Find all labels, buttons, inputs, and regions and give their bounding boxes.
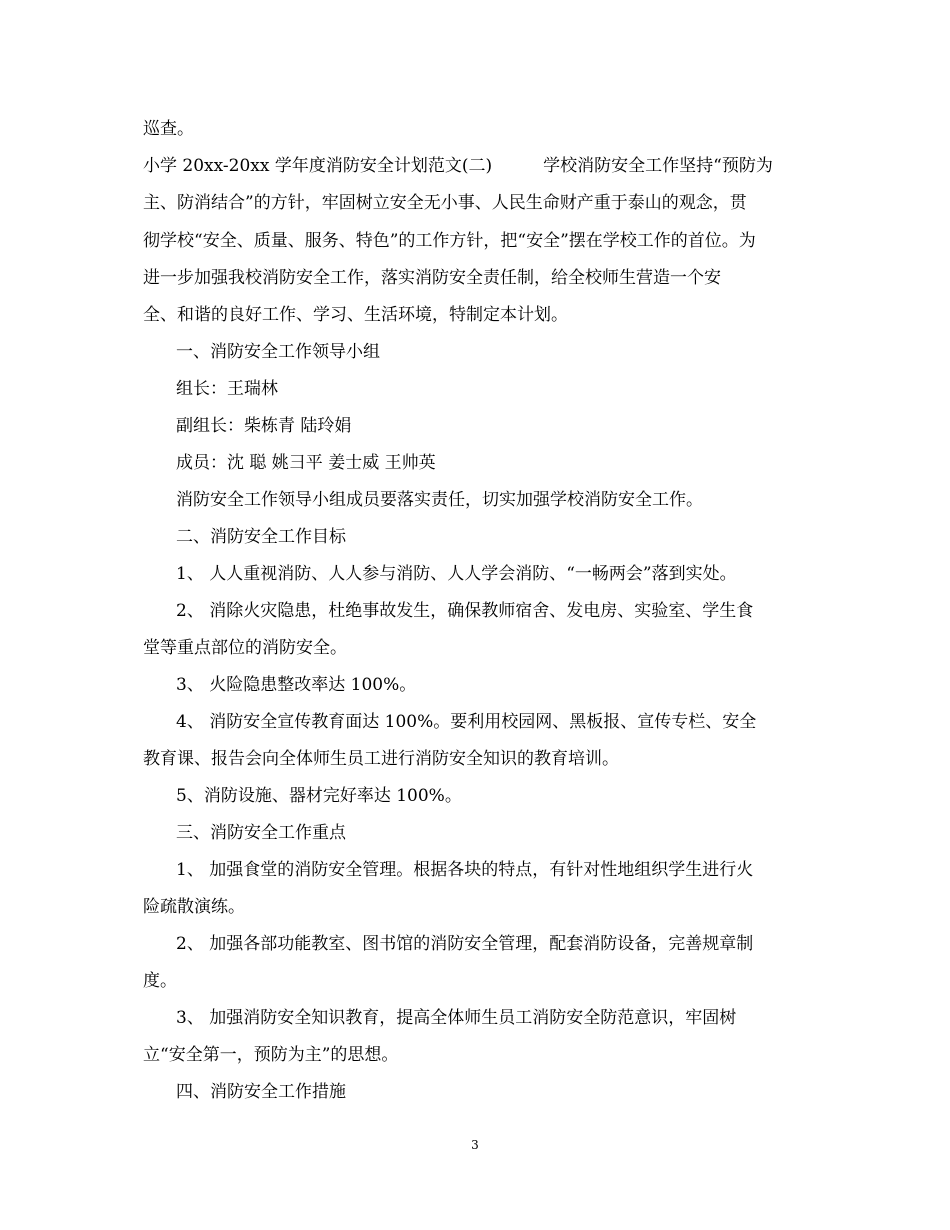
text-line: 组长：王瑞林 (176, 379, 278, 399)
text-line: 3、 火险隐患整改率达 100%。 (176, 675, 417, 695)
text-line: 主、防消结合”的方针，牢固树立安全无小事、人民生命财产重于泰山的观念，贯 (143, 193, 747, 213)
text-line: 3、 加强消防安全知识教育，提高全体师生员工消防安全防范意识，牢固树 (176, 1008, 737, 1028)
text-line: 彻学校“安全、质量、服务、特色”的工作方针，把“安全”摆在学校工作的首位。为 (143, 231, 756, 251)
text-line: 全、和谐的良好工作、学习、生活环境，特制定本计划。 (143, 305, 568, 325)
text-line: 消防安全工作领导小组成员要落实责任，切实加强学校消防安全工作。 (176, 490, 703, 510)
text-line: 教育课、报告会向全体师生员工进行消防安全知识的教育培训。 (143, 749, 619, 769)
text-line: 成员：沈 聪 姚彐平 姜士威 王帅英 (176, 453, 436, 473)
text-line: 4、 消防安全宣传教育面达 100%。要利用校园网、黑板报、宣传专栏、安全 (176, 712, 757, 732)
heading-focus: 三、消防安全工作重点 (176, 823, 346, 843)
text-line: 5、消防设施、器材完好率达 100%。 (176, 786, 462, 806)
text-line: 1、 人人重视消防、人人参与消防、人人学会消防、“一畅两会”落到实处。 (176, 564, 737, 584)
text-line: 2、 加强各部功能教室、图书馆的消防安全管理，配套消防设备，完善规章制 (176, 934, 754, 954)
text-line: 1、 加强食堂的消防安全管理。根据各块的特点，有针对性地组织学生进行火 (176, 860, 754, 880)
heading-measures: 四、消防安全工作措施 (176, 1082, 346, 1102)
section-title-line: 小学 20xx-20xx 学年度消防安全计划范文(二) 学校消防安全工作坚持“预防为 (143, 156, 773, 176)
heading-leadership-group: 一、消防安全工作领导小组 (176, 342, 380, 362)
heading-goals: 二、消防安全工作目标 (176, 527, 346, 547)
text-line: 副组长：柴栋青 陆玲娟 (176, 416, 352, 436)
text-line: 堂等重点部位的消防安全。 (143, 638, 347, 658)
text-line: 度。 (143, 971, 177, 991)
text-line: 险疏散演练。 (143, 897, 245, 917)
text-line: 进一步加强我校消防安全工作，落实消防安全责任制，给全校师生营造一个安 (143, 268, 721, 288)
text-line: 立“安全第一，预防为主”的思想。 (143, 1045, 399, 1065)
page-number: 3 (471, 1138, 479, 1152)
text-line: 2、 消除火灾隐患，杜绝事故发生，确保教师宿舍、发电房、实验室、学生食 (176, 601, 754, 621)
text-line: 巡查。 (143, 119, 194, 139)
